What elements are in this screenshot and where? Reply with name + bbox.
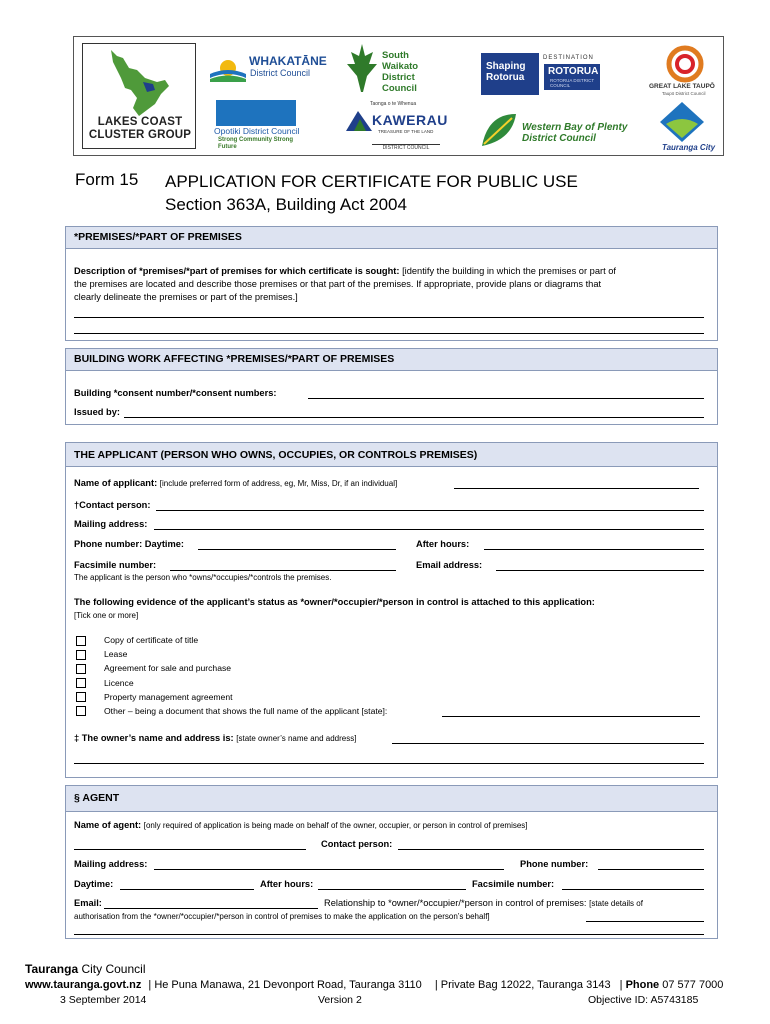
option-other: Other – being a document that shows the full name of the applicant [state]: xyxy=(104,706,388,716)
agent-mailing-input[interactable] xyxy=(154,869,504,870)
agent-authorisation-input-1[interactable] xyxy=(586,921,704,922)
kawerau-top: Taonga o te Whenua xyxy=(370,101,417,107)
south-waikato-name: South Waikato District Council xyxy=(382,50,419,94)
email-address-input[interactable] xyxy=(496,570,704,571)
agent-contact-input[interactable] xyxy=(398,849,704,850)
taupo-sub: Taupō District Council xyxy=(662,91,706,96)
footer-phone: 07 577 7000 xyxy=(662,979,724,991)
great-lake-name: GREAT LAKE TAUPŌ xyxy=(649,83,715,90)
kawerau-mountain-icon xyxy=(344,107,374,133)
applicant-note: The applicant is the person who *owns/*occupies/*controls the premises. xyxy=(74,573,332,582)
title-line-2: Section 363A, Building Act 2004 xyxy=(165,195,407,214)
owner-address-row xyxy=(74,732,356,745)
premises-desc-note-3: clearly delineate the premises or part of the premises.] xyxy=(74,292,298,302)
footer-bag: Private Bag 12022, Tauranga 3143 xyxy=(440,979,611,991)
agent-relationship-note-1: [state details of xyxy=(589,899,643,908)
option-certificate-of-title: Copy of certificate of title xyxy=(104,635,199,645)
facsimile-label: Facsimile number: xyxy=(74,560,157,570)
agent-heading: § AGENT xyxy=(66,786,717,812)
building-work-section xyxy=(65,348,718,425)
consent-number-input[interactable] xyxy=(308,398,704,399)
after-hours-input[interactable] xyxy=(484,549,704,550)
footer-version: Version 2 xyxy=(318,994,362,1006)
checkbox-certificate-of-title[interactable] xyxy=(76,636,86,646)
footer-date: 3 September 2014 xyxy=(60,994,147,1006)
kawerau-name: KAWERAU xyxy=(372,112,448,128)
applicant-heading: THE APPLICANT (PERSON WHO OWNS, OCCUPIES, OR CONTROLS PREMISES) xyxy=(66,443,717,467)
opotiki-sub: Strong Community Strong Future xyxy=(218,137,293,150)
checkbox-licence[interactable] xyxy=(76,678,86,688)
agent-mailing-label: Mailing address: xyxy=(74,859,148,869)
premises-desc-row xyxy=(74,265,616,278)
kawerau-sub: DISTRICT COUNCIL xyxy=(372,144,440,151)
rotorua-sub: ROTORUA DISTRICT COUNCIL xyxy=(550,78,595,88)
wbop-name: Western Bay of Plenty District Council xyxy=(522,122,628,144)
footer-objective: Objective ID: A5743185 xyxy=(588,994,699,1006)
agent-name-row xyxy=(74,819,528,832)
agent-email-input[interactable] xyxy=(104,908,318,909)
contact-person-label: †Contact person: xyxy=(74,500,151,510)
option-lease: Lease xyxy=(104,649,128,659)
title-line-1: APPLICATION FOR CERTIFICATE FOR PUBLIC USE xyxy=(165,172,578,191)
mailing-address-input[interactable] xyxy=(154,529,704,530)
whakatane-name: WHAKATĀNE xyxy=(249,54,327,68)
option-agreement-for-sale: Agreement for sale and purchase xyxy=(104,663,232,673)
north-island-map-icon xyxy=(103,48,173,118)
agent-facsimile-label: Facsimile number: xyxy=(472,879,555,889)
consent-number-label: Building *consent number/*consent numbers: xyxy=(74,388,277,398)
agent-relationship-label: Relationship to *owner/*occupier/*person in control of premises: xyxy=(324,898,587,908)
agent-phone-label: Phone number: xyxy=(520,859,589,869)
footer-contact-row: www.tauranga.govt.nz | He Puna Manawa, 21 Devonport Road, Tauranga 3110 | Private Bag 12022, Tauranga 3143 | Phone 07 577 7000 xyxy=(25,979,724,991)
owner-address-input-1[interactable] xyxy=(392,743,704,744)
agent-section xyxy=(65,785,718,939)
shaping-rotorua-text: Shaping Rotorua xyxy=(486,61,526,83)
agent-email-label: Email: xyxy=(74,898,102,908)
agent-daytime-input[interactable] xyxy=(120,889,254,890)
footer-org xyxy=(25,962,145,976)
footer-phone-label: Phone xyxy=(625,979,660,991)
premises-section xyxy=(65,226,718,341)
option-licence: Licence xyxy=(104,678,134,688)
premises-heading: *PREMISES/*PART OF PREMISES xyxy=(66,227,717,249)
whakatane-sun-icon xyxy=(208,52,248,82)
phone-daytime-label: Phone number: Daytime: xyxy=(74,539,185,549)
footer-org-bold: Tauranga xyxy=(25,962,79,976)
applicant-name-note: [include preferred form of address, eg, Mr, Miss, Dr, if an individual] xyxy=(159,479,398,488)
agent-relationship-row xyxy=(324,897,643,910)
checkbox-lease[interactable] xyxy=(76,650,86,660)
opotiki-name: Opotiki District Council xyxy=(214,126,300,136)
rotorua-logo xyxy=(544,64,600,90)
other-document-input[interactable] xyxy=(442,716,700,717)
premises-desc-label: Description of *premises/*part of premises for which certificate is sought: xyxy=(74,266,400,276)
issued-by-label: Issued by: xyxy=(74,407,120,417)
mailing-address-label: Mailing address: xyxy=(74,519,148,529)
agent-after-hours-input[interactable] xyxy=(318,889,466,890)
after-hours-label: After hours: xyxy=(416,539,470,549)
shaping-rotorua-logo xyxy=(481,53,539,95)
great-lake-taupo-icon xyxy=(663,44,707,84)
tick-note: [Tick one or more] xyxy=(74,611,139,620)
agent-authorisation-input-2[interactable] xyxy=(74,934,704,935)
premises-desc-note-1: [identify the building in which the premises or part of xyxy=(402,266,617,276)
checkbox-property-management[interactable] xyxy=(76,692,86,702)
south-waikato-leaf-icon xyxy=(345,42,379,94)
agent-relationship-note-2: authorisation from the *owner/*occupier/*person in control of premises to make the application on the person’s behalf] xyxy=(74,912,490,921)
building-work-heading: BUILDING WORK AFFECTING *PREMISES/*PART OF PREMISES xyxy=(66,349,717,371)
footer-org-rest: City Council xyxy=(78,962,146,976)
cluster-name: LAKES COAST CLUSTER GROUP xyxy=(88,116,192,141)
phone-daytime-input[interactable] xyxy=(198,549,396,550)
whakatane-sub: District Council xyxy=(250,68,311,78)
agent-daytime-label: Daytime: xyxy=(74,879,114,889)
form-number: Form 15 xyxy=(75,170,139,189)
contact-person-input[interactable] xyxy=(156,510,704,511)
premises-desc-input-2[interactable] xyxy=(74,333,704,334)
applicant-name-row xyxy=(74,477,397,490)
tauranga-logo-name: Tauranga City xyxy=(662,143,716,152)
destination-text: DESTINATION xyxy=(543,55,594,61)
agent-name-input[interactable] xyxy=(74,849,306,850)
agent-after-hours-label: After hours: xyxy=(260,879,314,889)
premises-desc-note-2: the premises are located and describe those premises or that part of the premises. If appropriate, provide plans or diagrams that xyxy=(74,279,602,289)
checkbox-agreement-for-sale[interactable] xyxy=(76,664,86,674)
agent-name-label: Name of agent: xyxy=(74,820,142,830)
agent-name-note: [only required of application is being made on behalf of the owner, occupier, or person in control of premises] xyxy=(143,821,528,830)
email-address-label: Email address: xyxy=(416,560,483,570)
wbop-leaf-icon xyxy=(478,110,520,150)
applicant-name-label: Name of applicant: xyxy=(74,478,158,488)
agent-facsimile-input[interactable] xyxy=(562,889,704,890)
applicant-section xyxy=(65,442,718,778)
issued-by-input[interactable] xyxy=(124,417,704,418)
agent-phone-input[interactable] xyxy=(598,869,704,870)
tauranga-diamond-icon xyxy=(658,100,706,144)
owner-address-label: ‡ The owner’s name and address is: xyxy=(74,733,234,743)
evidence-heading: The following evidence of the applicant’s status as *owner/*occupier/*person in control is attached to this application: xyxy=(74,597,595,607)
footer-address: He Puna Manawa, 21 Devonport Road, Tauranga 3110 xyxy=(154,979,422,991)
footer-website[interactable]: www.tauranga.govt.nz xyxy=(25,979,142,991)
lakes-coast-cluster-logo xyxy=(82,43,196,149)
owner-address-input-2[interactable] xyxy=(74,763,704,764)
opotiki-wave-icon xyxy=(216,100,296,126)
premises-desc-input-1[interactable] xyxy=(74,317,704,318)
applicant-name-input[interactable] xyxy=(454,488,699,489)
agent-contact-label: Contact person: xyxy=(321,839,393,849)
page-title xyxy=(165,170,578,216)
option-property-management: Property management agreement xyxy=(104,692,233,702)
checkbox-other[interactable] xyxy=(76,706,86,716)
owner-address-note: [state owner’s name and address] xyxy=(236,734,357,743)
rotorua-text: ROTORUA xyxy=(548,66,599,77)
kawerau-mid: TREASURE OF THE LAND xyxy=(378,129,434,134)
